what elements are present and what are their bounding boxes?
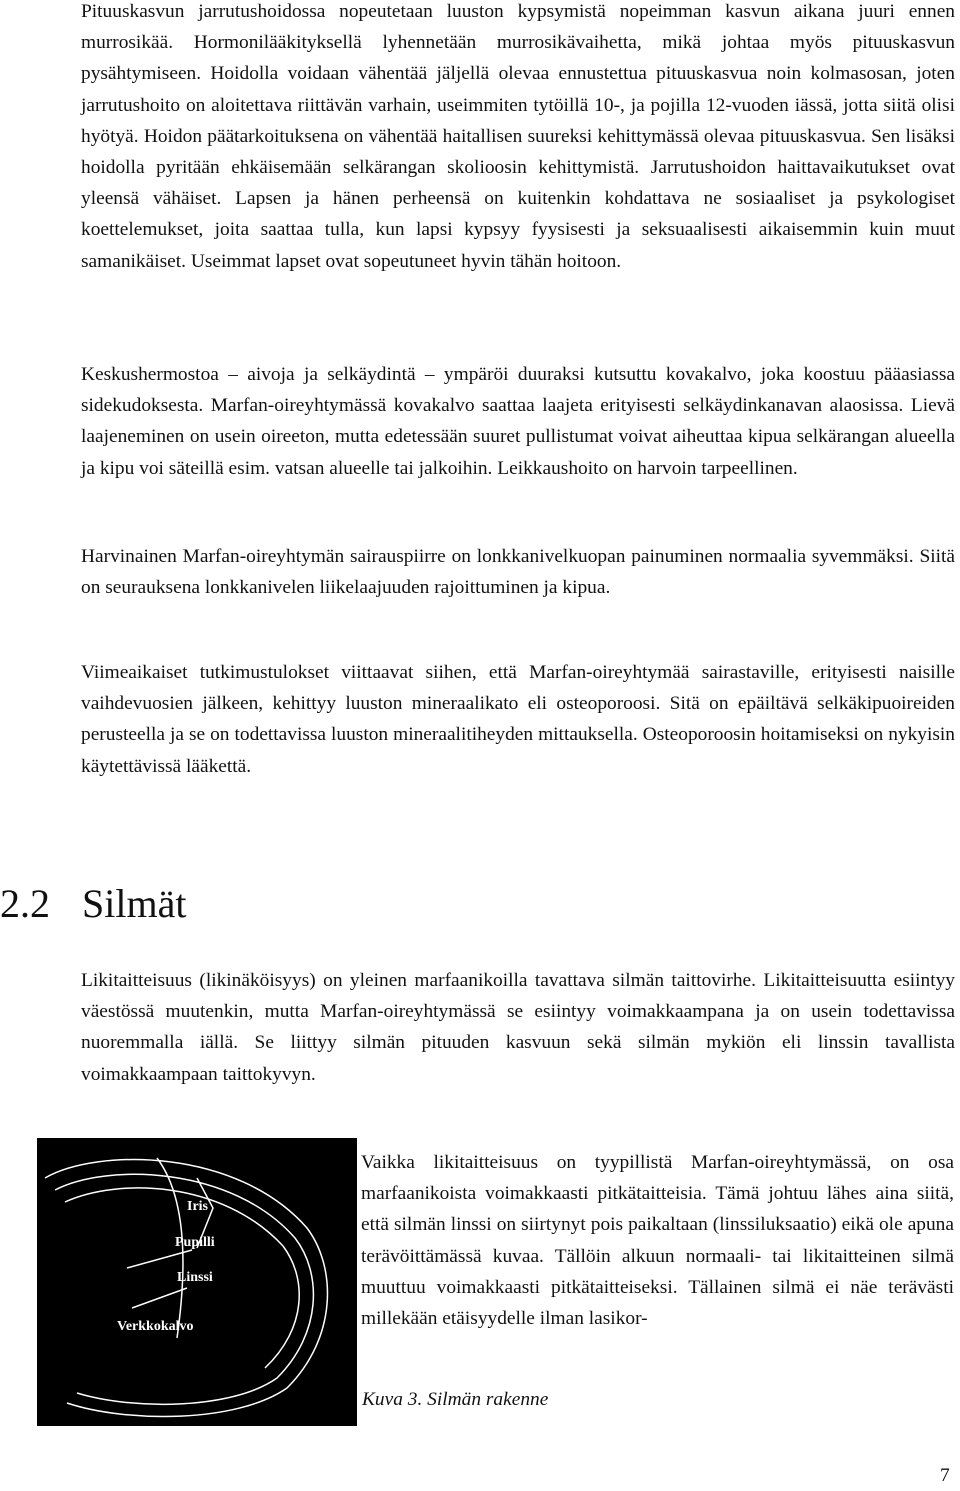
paragraph-growth-treatment: Pituuskasvun jarrutushoidossa nopeutetaan luuston kypsymistä nopeimman kasvun aikana juuri ennen murrosikää. Hormonilääkityksellä lyhennetään murrosikävaihetta, mikä johtaa myös pituuskasvun pysähtymiseen. Hoidolla voidaan vähentää jäljellä olevaa ennustettua pituuskasvua noin kolmasosan, joten jarrutushoito on aloitettava riittävän varhain, useimmiten tytöillä 10-, ja pojilla 12-vuoden iässä, jotta siitä olisi hyötyä. Hoidon päätarkoituksena on vähentää haitallisen suureksi kehittymässä olevaa pituuskasvua. Sen lisäksi hoidolla pyritään ehkäisemään selkärangan skolioosin kehittymistä. Jarrutushoidon haittavaikutukset ovat yleensä vähäiset. Lapsen ja hänen perheensä on kuitenkin kohdattava ne sosiaaliset ja psykologiset koettelemukset, joita saattaa tulla, kun lapsi kypsyy fyysisesti ja seksuaalisesti aikaisemmin kuin muut samanikäiset. Useimmat lapset ovat sopeutuneet hyvin tähän hoitoon.: [81, 1, 955, 272]
label-pupil: Pupilli: [175, 1235, 215, 1250]
label-lens: Linssi: [177, 1270, 213, 1285]
section-title: Silmät: [82, 881, 187, 926]
paragraph-hip: Harvinainen Marfan-oireyhtymän sairauspiirre on lonkkanivelkuopan painuminen normaalia syvemmäksi. Siitä on seurauksena lonkkanivelen liikelaajuuden rajoittuminen ja kipua.: [81, 546, 955, 599]
section-number: 2.2: [0, 881, 50, 926]
eye-diagram: [37, 1138, 357, 1426]
label-iris: Iris: [187, 1199, 208, 1214]
paragraph-hyperopia: Vaikka likitaitteisuus on tyypillistä Marfan-oireyhtymässä, on osa marfaanikoista voimakkaasti pitkätaitteisia. Tämä johtuu lähes aina siitä, että silmän linssi on siirtynyt pois paikaltaan (linssiluksaatio) eikä ole apuna terävöittämässä kuvaa. Tällöin alkuun normaali- tai likitaitteinen silmä muuttuu voimakkaasti pitkätaitteiseksi. Tällainen silmä ei näe terävästi millekään etäisyydelle ilman lasikor-: [361, 1152, 954, 1330]
label-retina: Verkkokalvo: [117, 1319, 194, 1334]
paragraph-dura: Keskushermostoa – aivoja ja selkäydintä – ympäröi duuraksi kutsuttu kovakalvo, joka koostuu pääasiassa sidekudoksesta. Marfan-oireyhtymässä kovakalvo saattaa laajeta erityisesti selkäydinkanavan alaosissa. Lievä laajeneminen on usein oireeton, mutta edetessään suuret pullistumat voivat aiheuttaa kipua selkärangan alueella ja kipu voi säteillä esim. vatsan alueelle tai jalkoihin. Leikkaushoito on harvoin tarpeellinen.: [81, 364, 955, 479]
paragraph-osteoporosis: Viimeaikaiset tutkimustulokset viittaavat siihen, että Marfan-oireyhtymää sairastaville, erityisesti naisille vaihdevuosien jälkeen, kehittyy luuston mineraalikato eli osteoporoosi. Sitä on epäiltävä selkäkipuoireiden perusteella ja se on todettavissa luuston mineraalitiheyden mittauksella. Osteoporoosin hoitamiseksi on nykyisin käytettävissä lääkettä.: [81, 662, 955, 777]
paragraph-myopia: Likitaitteisuus (likinäköisyys) on yleinen marfaanikoilla tavattava silmän taittovirhe. Likitaitteisuutta esiintyy väestössä muutenkin, mutta Marfan-oireyhtymässä se esiintyy voimakkaampana ja on usein todettavissa nuoremmalla iällä. Se liittyy silmän pituuden kasvuun sekä silmän mykiön eli linssin tavallista voimakkaampaan taittokyvyn.: [81, 970, 955, 1085]
section-heading: [0, 876, 186, 932]
page-number: 7: [940, 1465, 950, 1486]
figure-caption: Kuva 3. Silmän rakenne: [362, 1389, 549, 1410]
eye-diagram-drawing: [37, 1138, 357, 1426]
pointer-line: [132, 1288, 187, 1308]
